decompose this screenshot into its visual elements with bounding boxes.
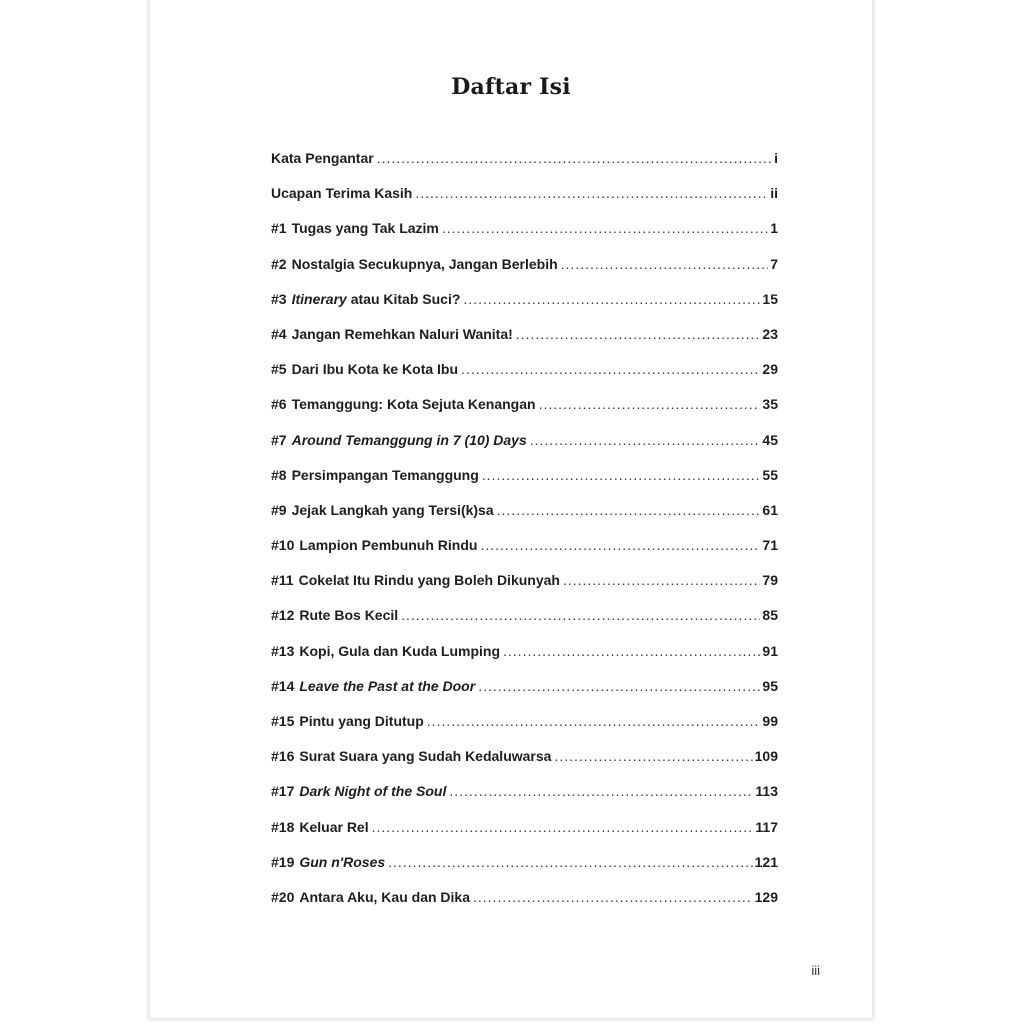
toc-entry-title [292, 326, 513, 342]
toc-entry-title-italic: Gun n'Roses [299, 853, 386, 870]
toc-entry-page: 85 [762, 607, 778, 624]
toc-entry-page: 117 [755, 818, 778, 835]
toc-entry-title-text: Kopi, Gula dan Kuda Lumping [299, 642, 501, 659]
toc-entry-title-text: Cokelat Itu Rindu yang Boleh Dikunyah [298, 572, 560, 589]
toc-entry-number: #20 [271, 888, 295, 905]
toc-entry-title-text: Ucapan Terima Kasih [271, 185, 413, 202]
dot-leader [516, 326, 761, 342]
toc-entry-page: 113 [755, 783, 778, 800]
toc-entry-page: 7 [770, 255, 778, 272]
toc-entry[interactable] [271, 150, 778, 185]
toc-entry-page: 79 [762, 572, 778, 589]
toc-entry[interactable] [271, 432, 778, 467]
toc-entry-page: ii [770, 185, 778, 202]
toc-entry-page: 121 [754, 853, 778, 870]
toc-entry-number: #14 [271, 677, 295, 694]
dot-leader [539, 396, 761, 412]
toc-entry-title [271, 185, 412, 201]
toc-entry-title-text: Persimpangan Temanggung [291, 466, 479, 483]
toc-entry-title [299, 819, 368, 835]
toc-entry-page: 23 [762, 325, 778, 342]
toc-entry-title-italic: Itinerary [291, 290, 347, 307]
dot-leader [480, 537, 760, 553]
toc-entry[interactable] [271, 678, 778, 713]
toc-entry[interactable] [271, 889, 778, 924]
toc-entry[interactable] [271, 819, 778, 854]
toc-entry-title [299, 607, 398, 623]
toc-entry-number: #17 [271, 783, 295, 800]
toc-entry-title-text: Kata Pengantar [271, 150, 374, 166]
toc-entry-title [299, 678, 475, 694]
dot-leader [503, 643, 760, 659]
toc-entry[interactable] [271, 291, 778, 326]
toc-entry-title [292, 361, 458, 377]
viewer-margin [0, 0, 150, 1024]
toc-entry-number: #5 [271, 361, 287, 378]
toc-entry-title [299, 748, 551, 764]
toc-entry-page: 35 [762, 396, 778, 413]
toc-entry-page: 129 [754, 888, 778, 905]
toc-entry-number: #2 [271, 255, 287, 272]
dot-leader [482, 467, 761, 483]
dot-leader [478, 678, 760, 694]
dot-leader [497, 502, 761, 518]
toc-entry-number: #8 [271, 466, 287, 483]
toc-entry-title [292, 291, 461, 307]
toc-entry-title-italic: Around Temanggung in 7 (10) Days [291, 431, 527, 448]
toc-entry-page: 55 [762, 466, 778, 483]
toc-entry-title-text: Nostalgia Secukupnya, Jangan Berlebih [291, 255, 558, 272]
document-page [150, 0, 872, 1018]
toc-entry[interactable] [271, 326, 778, 361]
toc-entry-title [292, 396, 536, 412]
dot-leader [427, 713, 761, 729]
toc-entry-title [299, 854, 385, 870]
toc-entry-number: #6 [271, 396, 287, 413]
toc-entry-title-text: Dari Ibu Kota ke Kota Ibu [291, 361, 459, 378]
toc-entry-number: #15 [271, 713, 295, 729]
toc-entry-number: #12 [271, 607, 295, 624]
toc-entry-title-italic: Leave the Past at the Door [299, 677, 476, 694]
table-of-contents [271, 150, 778, 924]
toc-entry-title-text: Jejak Langkah yang Tersi(k)sa [291, 501, 494, 518]
dot-leader [563, 572, 760, 588]
toc-entry-page: 45 [762, 431, 778, 448]
toc-entry-number: #13 [271, 642, 295, 659]
toc-entry-title-rest: atau Kitab Suci? [346, 290, 461, 307]
toc-entry[interactable] [271, 361, 778, 396]
toc-entry-page: 95 [762, 677, 778, 694]
dot-leader [449, 783, 753, 799]
page-title: Daftar Isi [451, 74, 571, 100]
dot-leader [461, 361, 760, 377]
toc-entry[interactable] [271, 607, 778, 642]
toc-entry[interactable] [271, 220, 778, 255]
dot-leader [463, 291, 760, 307]
toc-entry[interactable] [271, 748, 778, 783]
dot-leader [530, 432, 761, 448]
toc-entry-page: 91 [762, 642, 778, 659]
dot-leader [442, 220, 768, 236]
toc-entry-title [299, 889, 470, 905]
dot-leader [561, 256, 769, 272]
toc-entry-number: #4 [271, 325, 287, 342]
dot-leader [473, 889, 753, 905]
toc-entry[interactable] [271, 467, 778, 502]
toc-entry-title-text: Antara Aku, Kau dan Dika [299, 888, 470, 905]
toc-entry[interactable] [271, 502, 778, 537]
toc-entry[interactable] [271, 572, 778, 607]
toc-entry-title [299, 643, 500, 659]
toc-entry[interactable] [271, 713, 778, 748]
toc-entry-number: #3 [271, 290, 287, 307]
toc-entry-number: #10 [271, 537, 295, 554]
toc-entry-title [292, 432, 527, 448]
dot-leader [388, 854, 752, 870]
toc-entry-number: #11 [271, 572, 294, 589]
toc-entry-title [299, 713, 423, 729]
toc-entry-page: 109 [754, 748, 778, 765]
toc-entry-title [292, 220, 439, 236]
toc-entry-title [299, 537, 477, 553]
dot-leader [377, 150, 772, 166]
toc-entry-title-text: Keluar Rel [299, 818, 369, 835]
toc-entry-number: #1 [271, 220, 287, 237]
toc-entry[interactable] [271, 185, 778, 220]
toc-entry-page: 29 [762, 361, 778, 378]
toc-entry-number: #18 [271, 818, 295, 835]
toc-entry-number: #7 [271, 431, 287, 448]
dot-leader [554, 748, 752, 764]
toc-entry-page: 1 [770, 220, 778, 237]
toc-entry-title [299, 783, 446, 799]
toc-entry-title-text: Temanggung: Kota Sejuta Kenangan [291, 396, 536, 413]
toc-entry-number: #16 [271, 748, 295, 765]
toc-entry-title [292, 502, 494, 518]
toc-entry-title [271, 150, 374, 166]
toc-entry-title-text: Tugas yang Tak Lazim [291, 220, 439, 237]
toc-entry-page: i [774, 150, 778, 166]
toc-entry-page: 15 [762, 290, 778, 307]
toc-entry-title-text: Pintu yang Ditutup [299, 713, 424, 729]
toc-entry[interactable] [271, 854, 778, 889]
toc-entry[interactable] [271, 256, 778, 291]
toc-entry-title [292, 467, 479, 483]
toc-entry-title [292, 256, 558, 272]
toc-entry-title-text: Rute Bos Kecil [299, 607, 399, 624]
dot-leader [401, 607, 760, 623]
toc-entry-title-italic: Dark Night of the Soul [299, 783, 447, 800]
toc-entry[interactable] [271, 643, 778, 678]
toc-entry-page: 71 [762, 537, 778, 554]
toc-entry-number: #19 [271, 853, 295, 870]
toc-entry-number: #9 [271, 501, 287, 518]
page-number: iii [811, 963, 820, 978]
toc-entry-title-text: Lampion Pembunuh Rindu [299, 537, 478, 554]
toc-entry-title-text: Jangan Remehkan Naluri Wanita! [291, 325, 513, 342]
toc-entry[interactable] [271, 783, 778, 818]
toc-entry[interactable] [271, 537, 778, 572]
dot-leader [372, 819, 754, 835]
toc-entry-page: 99 [762, 713, 778, 729]
toc-entry[interactable] [271, 396, 778, 431]
toc-entry-title-text: Surat Suara yang Sudah Kedaluwarsa [299, 748, 552, 765]
dot-leader [415, 185, 768, 201]
toc-entry-title [299, 572, 560, 588]
toc-entry-page: 61 [762, 501, 778, 518]
